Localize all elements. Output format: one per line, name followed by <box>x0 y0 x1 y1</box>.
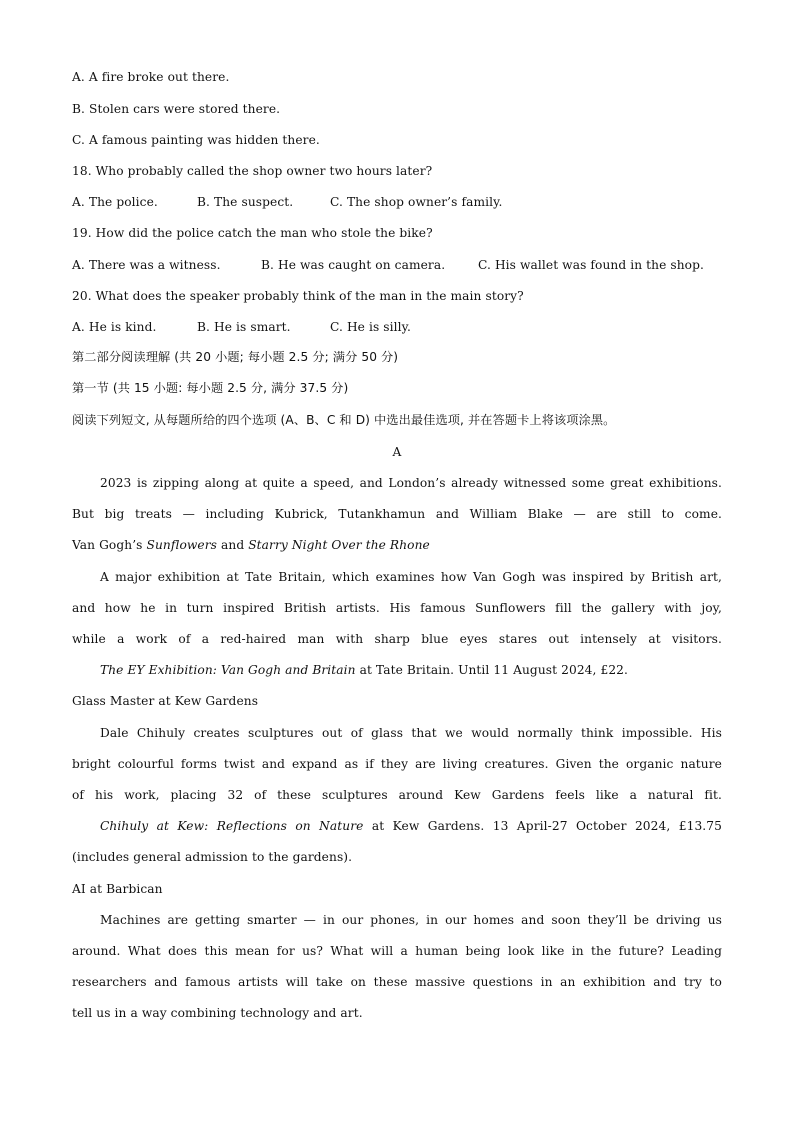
ai-para-line-1: Machines are getting smarter — in our phones, in our homes and soon they’ll be driving us <box>100 913 722 927</box>
ai-para-line-4: tell us in a way combining technology and art. <box>72 1006 363 1020</box>
glass-para-line-2: bright colourful forms twist and expand as if they are living creatures. Given the organic nature <box>72 757 722 771</box>
q20-option-a: A. He is kind. <box>72 320 157 334</box>
section-part2-heading: 第二部分阅读理解 (共 20 小题; 每小题 2.5 分; 满分 50 分) <box>72 350 399 364</box>
vangogh-para-line-1: A major exhibition at Tate Britain, which examines how Van Gogh was inspired by British art, <box>100 570 722 584</box>
q18-option-b: B. The suspect. <box>197 195 294 209</box>
ai-para-line-2: around. What does this mean for us? What will a human being look like in the future? Leading <box>72 944 722 958</box>
vangogh-info-rest: at Tate Britain. Until 11 August 2024, £22. <box>355 663 629 677</box>
glass-para-line-1: Dale Chihuly creates sculptures out of glass that we would normally think impossible. His <box>100 726 722 740</box>
glass-heading: Glass Master at Kew Gardens <box>72 694 259 708</box>
intro-line-2: But big treats — including Kubrick, Tutankhamun and William Blake — are still to come. <box>72 507 722 521</box>
q19-option-a: A. There was a witness. <box>72 258 221 272</box>
glass-info-title: Chihuly at Kew: Reflections on Nature <box>100 819 364 833</box>
passage-label: A <box>392 445 402 459</box>
q19-option-c: C. His wallet was found in the shop. <box>478 258 704 272</box>
ai-heading: AI at Barbican <box>72 882 163 896</box>
vangogh-para-line-2: and how he in turn inspired British artists. His famous Sunflowers fill the gallery with joy, <box>72 601 722 615</box>
q20-question: 20. What does the speaker probably think of the man in the main story? <box>72 289 524 303</box>
vangogh-info <box>100 662 722 678</box>
q19-options <box>72 257 722 273</box>
vangogh-para-line-3: while a work of a red-haired man with sharp blue eyes stares out intensely at visitors. <box>72 632 722 646</box>
glass-info-line-2: (includes general admission to the gardens). <box>72 850 353 864</box>
vangogh-heading-title1: Sunflowers <box>146 538 218 552</box>
vangogh-info-title: The EY Exhibition: Van Gogh and Britain <box>100 663 356 677</box>
q18-options <box>72 194 722 210</box>
q20-option-c: C. He is silly. <box>330 320 411 334</box>
vangogh-heading-and: and <box>217 538 249 552</box>
q17-option-c: C. A famous painting was hidden there. <box>72 133 320 147</box>
q20-options <box>72 319 722 335</box>
q18-question: 18. Who probably called the shop owner two hours later? <box>72 164 433 178</box>
glass-info <box>100 818 722 834</box>
q20-option-b: B. He is smart. <box>197 320 291 334</box>
vangogh-heading-prefix: Van Gogh’s <box>72 538 147 552</box>
glass-para-line-3: of his work, placing 32 of these sculptures around Kew Gardens feels like a natural fit. <box>72 788 722 802</box>
q18-option-c: C. The shop owner’s family. <box>330 195 503 209</box>
intro-line-1: 2023 is zipping along at quite a speed, and London’s already witnessed some great exhibitions. <box>100 476 722 490</box>
ai-para-line-3: researchers and famous artists will take on these massive questions in an exhibition and try to <box>72 975 722 989</box>
q17-option-b: B. Stolen cars were stored there. <box>72 102 281 116</box>
section-instruction: 阅读下列短文, 从每题所给的四个选项 (A、B、C 和 D) 中选出最佳选项, 并在答题卡上将该项涂黑。 <box>72 413 616 427</box>
q19-question: 19. How did the police catch the man who stole the bike? <box>72 226 433 240</box>
vangogh-heading-title2: Starry Night Over the Rhone <box>248 538 430 552</box>
glass-info-rest: at Kew Gardens. 13 April-27 October 2024, £13.75 <box>363 819 722 833</box>
q19-option-b: B. He was caught on camera. <box>261 258 446 272</box>
section-sub1-heading: 第一节 (共 15 小题: 每小题 2.5 分, 满分 37.5 分) <box>72 381 349 395</box>
q18-option-a: A. The police. <box>72 195 158 209</box>
q17-option-a: A. A fire broke out there. <box>72 70 230 84</box>
vangogh-heading <box>72 537 722 553</box>
